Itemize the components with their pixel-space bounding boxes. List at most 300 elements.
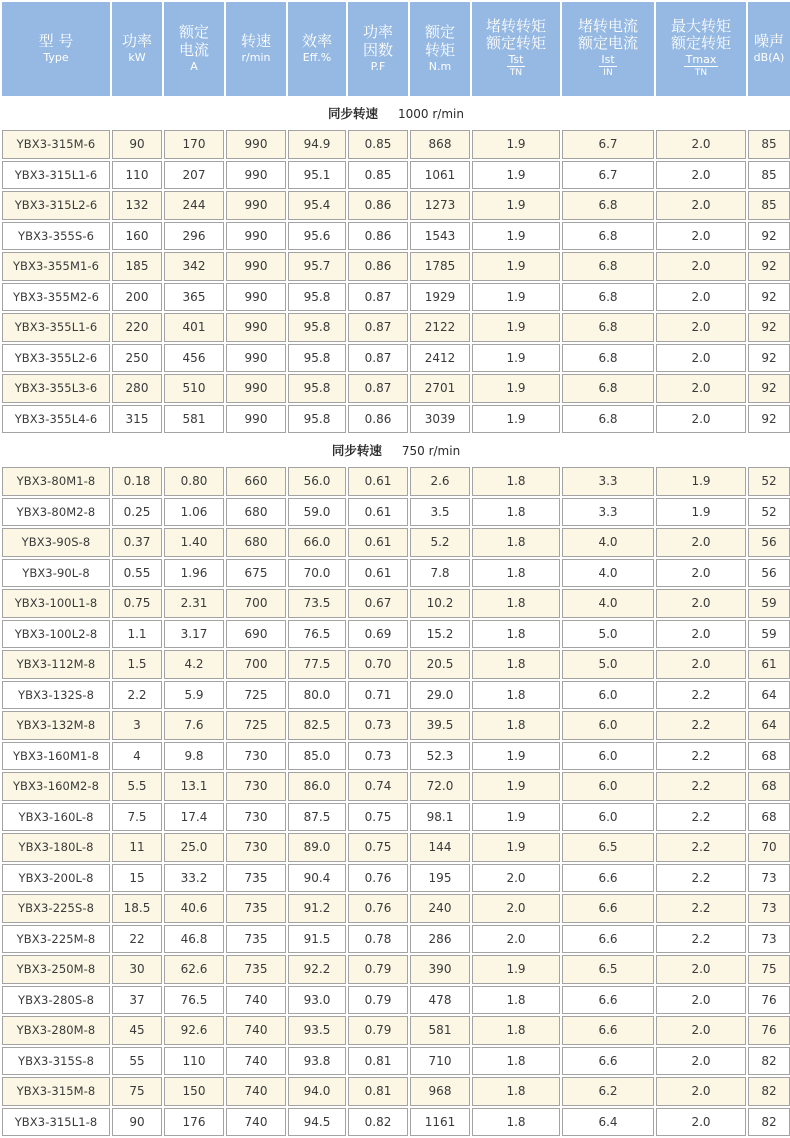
value-cell: 144 (410, 833, 470, 862)
value-cell: 581 (410, 1016, 470, 1045)
table-row (2, 986, 790, 1015)
header-rated-current-line2: 电流 (178, 40, 209, 59)
value-cell: 2.0 (656, 252, 746, 281)
value-cell: 110 (164, 1047, 224, 1076)
value-cell: 990 (226, 222, 286, 251)
value-cell: 0.81 (348, 1047, 408, 1076)
header-rated-torque-unit: N.m (428, 59, 452, 73)
value-cell: 6.6 (562, 864, 654, 893)
value-cell: 2.6 (410, 467, 470, 496)
value-cell: 6.7 (562, 130, 654, 159)
model-cell: YBX3-280M-8 (2, 1016, 110, 1045)
value-cell: 17.4 (164, 803, 224, 832)
value-cell: 6.7 (562, 161, 654, 190)
value-cell: 1.9 (472, 222, 560, 251)
value-cell: 56 (748, 528, 790, 557)
value-cell: 2.0 (656, 344, 746, 373)
header-power-factor-unit: P.F (370, 59, 386, 73)
value-cell: 92.6 (164, 1016, 224, 1045)
value-cell: 5.2 (410, 528, 470, 557)
value-cell: 990 (226, 374, 286, 403)
value-cell: 1.8 (472, 589, 560, 618)
model-cell: YBX3-90L-8 (2, 559, 110, 588)
value-cell: 73 (748, 894, 790, 923)
value-cell: 176 (164, 1108, 224, 1137)
value-cell: 76.5 (288, 620, 346, 649)
value-cell: 150 (164, 1077, 224, 1106)
value-cell: 1.9 (472, 191, 560, 220)
value-cell: 6.6 (562, 1047, 654, 1076)
value-cell: 2701 (410, 374, 470, 403)
value-cell: 6.8 (562, 283, 654, 312)
value-cell: 6.8 (562, 374, 654, 403)
model-cell: YBX3-100L1-8 (2, 589, 110, 618)
value-cell: 1.96 (164, 559, 224, 588)
value-cell: 1.9 (472, 742, 560, 771)
table-row (2, 742, 790, 771)
value-cell: 15 (112, 864, 162, 893)
value-cell: 1.9 (656, 467, 746, 496)
value-cell: 0.79 (348, 1016, 408, 1045)
value-cell: 91.2 (288, 894, 346, 923)
value-cell: 72.0 (410, 772, 470, 801)
value-cell: 1.9 (472, 803, 560, 832)
value-cell: 0.37 (112, 528, 162, 557)
value-cell: 1.8 (472, 1077, 560, 1106)
value-cell: 735 (226, 894, 286, 923)
value-cell: 92 (748, 252, 790, 281)
value-cell: 0.67 (348, 589, 408, 618)
value-cell: 2.0 (472, 894, 560, 923)
section-header (2, 98, 790, 128)
value-cell: 52 (748, 467, 790, 496)
value-cell: 0.82 (348, 1108, 408, 1137)
value-cell: 80.0 (288, 681, 346, 710)
value-cell: 6.8 (562, 405, 654, 434)
model-cell: YBX3-100L2-8 (2, 620, 110, 649)
value-cell: 2.0 (656, 1108, 746, 1137)
value-cell: 250 (112, 344, 162, 373)
value-cell: 3.17 (164, 620, 224, 649)
value-cell: 2.0 (656, 1016, 746, 1045)
value-cell: 59.0 (288, 498, 346, 527)
model-cell: YBX3-132M-8 (2, 711, 110, 740)
value-cell: 710 (410, 1047, 470, 1076)
fraction-denominator: TN (509, 68, 523, 79)
value-cell: 2.0 (656, 191, 746, 220)
header-power-unit: kW (128, 51, 146, 65)
header-noise (748, 2, 790, 96)
value-cell: 868 (410, 130, 470, 159)
value-cell: 110 (112, 161, 162, 190)
table-row (2, 711, 790, 740)
value-cell: 6.8 (562, 313, 654, 342)
value-cell: 990 (226, 130, 286, 159)
model-cell: YBX3-315M-8 (2, 1077, 110, 1106)
value-cell: 0.85 (348, 130, 408, 159)
value-cell: 6.8 (562, 222, 654, 251)
model-cell: YBX3-132S-8 (2, 681, 110, 710)
value-cell: 581 (164, 405, 224, 434)
value-cell: 95.8 (288, 283, 346, 312)
value-cell: 2.0 (656, 650, 746, 679)
value-cell: 30 (112, 955, 162, 984)
value-cell: 6.0 (562, 711, 654, 740)
value-cell: 95.8 (288, 405, 346, 434)
value-cell: 195 (410, 864, 470, 893)
value-cell: 401 (164, 313, 224, 342)
value-cell: 1.9 (472, 283, 560, 312)
header-power (112, 2, 162, 96)
value-cell: 64 (748, 711, 790, 740)
value-cell: 2.2 (656, 772, 746, 801)
value-cell: 0.87 (348, 313, 408, 342)
value-cell: 52.3 (410, 742, 470, 771)
fraction-numerator: Tmax (685, 53, 717, 67)
value-cell: 76 (748, 986, 790, 1015)
value-cell: 132 (112, 191, 162, 220)
value-cell: 92.2 (288, 955, 346, 984)
header-locked-torque-fraction (507, 53, 526, 80)
fraction-denominator: IN (603, 68, 613, 79)
value-cell: 0.18 (112, 467, 162, 496)
header-max-torque-line2: 额定转矩 (670, 34, 731, 52)
table-row (2, 374, 790, 403)
header-locked-torque-ratio (472, 2, 560, 96)
value-cell: 4.0 (562, 528, 654, 557)
fraction-numerator: Ist (601, 53, 615, 67)
header-max-torque-line1: 最大转矩 (670, 16, 731, 35)
table-body (2, 98, 790, 1136)
value-cell: 0.86 (348, 252, 408, 281)
value-cell: 0.86 (348, 405, 408, 434)
value-cell: 85 (748, 130, 790, 159)
value-cell: 95.4 (288, 191, 346, 220)
value-cell: 342 (164, 252, 224, 281)
value-cell: 3.3 (562, 467, 654, 496)
model-cell: YBX3-112M-8 (2, 650, 110, 679)
value-cell: 70 (748, 833, 790, 862)
value-cell: 0.80 (164, 467, 224, 496)
value-cell: 75 (748, 955, 790, 984)
value-cell: 6.6 (562, 986, 654, 1015)
value-cell: 2.2 (656, 864, 746, 893)
value-cell: 0.86 (348, 222, 408, 251)
model-cell: YBX3-80M2-8 (2, 498, 110, 527)
header-locked-torque-line1: 堵转转矩 (485, 16, 546, 35)
value-cell: 18.5 (112, 894, 162, 923)
value-cell: 296 (164, 222, 224, 251)
model-cell: YBX3-200L-8 (2, 864, 110, 893)
value-cell: 73 (748, 864, 790, 893)
value-cell: 244 (164, 191, 224, 220)
table-row (2, 559, 790, 588)
value-cell: 1.9 (472, 161, 560, 190)
value-cell: 0.75 (348, 833, 408, 862)
value-cell: 5.0 (562, 650, 654, 679)
value-cell: 1.8 (472, 1047, 560, 1076)
value-cell: 2.0 (656, 528, 746, 557)
header-rated-torque-line1: 额定 (424, 23, 455, 42)
header-speed (226, 2, 286, 96)
section-speed: 1000 r/min (398, 107, 464, 121)
section-speed: 750 r/min (401, 444, 461, 458)
value-cell: 70.0 (288, 559, 346, 588)
value-cell: 1061 (410, 161, 470, 190)
section-header (2, 435, 790, 465)
value-cell: 2.2 (656, 803, 746, 832)
value-cell: 0.81 (348, 1077, 408, 1106)
value-cell: 2.0 (656, 589, 746, 618)
value-cell: 76 (748, 1016, 790, 1045)
value-cell: 2.0 (656, 955, 746, 984)
value-cell: 0.85 (348, 161, 408, 190)
value-cell: 2.0 (656, 620, 746, 649)
table-row (2, 191, 790, 220)
value-cell: 0.25 (112, 498, 162, 527)
table-row (2, 252, 790, 281)
value-cell: 185 (112, 252, 162, 281)
value-cell: 3039 (410, 405, 470, 434)
value-cell: 740 (226, 1016, 286, 1045)
value-cell: 0.70 (348, 650, 408, 679)
model-cell: YBX3-355M1-6 (2, 252, 110, 281)
value-cell: 2.0 (656, 222, 746, 251)
value-cell: 0.74 (348, 772, 408, 801)
value-cell: 0.69 (348, 620, 408, 649)
fraction-numerator: Tst (508, 53, 524, 67)
value-cell: 1.5 (112, 650, 162, 679)
header-rated-current-line1: 额定 (178, 23, 209, 42)
value-cell: 62.6 (164, 955, 224, 984)
value-cell: 6.0 (562, 803, 654, 832)
value-cell: 92 (748, 222, 790, 251)
header-max-torque-ratio (656, 2, 746, 96)
value-cell: 6.8 (562, 191, 654, 220)
header-max-torque-fraction (684, 53, 719, 80)
value-cell: 2.2 (656, 833, 746, 862)
value-cell: 68 (748, 772, 790, 801)
value-cell: 1929 (410, 283, 470, 312)
value-cell: 66.0 (288, 528, 346, 557)
value-cell: 690 (226, 620, 286, 649)
header-noise-unit: dB(A) (753, 51, 785, 65)
value-cell: 1.1 (112, 620, 162, 649)
value-cell: 675 (226, 559, 286, 588)
value-cell: 92 (748, 313, 790, 342)
table-row (2, 467, 790, 496)
value-cell: 92 (748, 283, 790, 312)
table-row (2, 864, 790, 893)
value-cell: 220 (112, 313, 162, 342)
table-row (2, 1016, 790, 1045)
value-cell: 2.0 (656, 559, 746, 588)
value-cell: 2.0 (656, 1047, 746, 1076)
value-cell: 510 (164, 374, 224, 403)
value-cell: 82.5 (288, 711, 346, 740)
value-cell: 0.75 (348, 803, 408, 832)
value-cell: 4.2 (164, 650, 224, 679)
value-cell: 990 (226, 344, 286, 373)
value-cell: 1273 (410, 191, 470, 220)
value-cell: 92 (748, 405, 790, 434)
value-cell: 6.6 (562, 925, 654, 954)
value-cell: 6.2 (562, 1077, 654, 1106)
value-cell: 5.5 (112, 772, 162, 801)
value-cell: 200 (112, 283, 162, 312)
model-cell: YBX3-315S-8 (2, 1047, 110, 1076)
header-type (2, 2, 110, 96)
header-efficiency-unit: Eff.% (302, 51, 332, 65)
value-cell: 160 (112, 222, 162, 251)
table-row (2, 528, 790, 557)
value-cell: 725 (226, 711, 286, 740)
value-cell: 2.2 (656, 711, 746, 740)
value-cell: 22 (112, 925, 162, 954)
value-cell: 1.06 (164, 498, 224, 527)
model-cell: YBX3-315L1-6 (2, 161, 110, 190)
value-cell: 4.0 (562, 559, 654, 588)
value-cell: 730 (226, 833, 286, 862)
value-cell: 45 (112, 1016, 162, 1045)
header-speed-label: 转速 (240, 32, 271, 51)
value-cell: 0.73 (348, 742, 408, 771)
value-cell: 1.9 (472, 405, 560, 434)
value-cell: 25.0 (164, 833, 224, 862)
value-cell: 93.8 (288, 1047, 346, 1076)
value-cell: 56 (748, 559, 790, 588)
section-label: 同步转速 (328, 106, 379, 121)
value-cell: 40.6 (164, 894, 224, 923)
value-cell: 59 (748, 589, 790, 618)
value-cell: 990 (226, 405, 286, 434)
value-cell: 6.6 (562, 894, 654, 923)
table-row (2, 498, 790, 527)
table-row (2, 1047, 790, 1076)
value-cell: 0.76 (348, 894, 408, 923)
value-cell: 207 (164, 161, 224, 190)
value-cell: 740 (226, 1047, 286, 1076)
value-cell: 95.6 (288, 222, 346, 251)
header-speed-unit: r/min (241, 51, 271, 65)
value-cell: 46.8 (164, 925, 224, 954)
value-cell: 990 (226, 313, 286, 342)
value-cell: 94.5 (288, 1108, 346, 1137)
value-cell: 0.61 (348, 528, 408, 557)
value-cell: 735 (226, 925, 286, 954)
value-cell: 1.9 (472, 772, 560, 801)
value-cell: 52 (748, 498, 790, 527)
value-cell: 1.8 (472, 986, 560, 1015)
model-cell: YBX3-180L-8 (2, 833, 110, 862)
value-cell: 286 (410, 925, 470, 954)
section-header-row (2, 98, 790, 128)
header-power-factor (348, 2, 408, 96)
value-cell: 0.55 (112, 559, 162, 588)
value-cell: 0.76 (348, 864, 408, 893)
value-cell: 735 (226, 955, 286, 984)
value-cell: 730 (226, 803, 286, 832)
value-cell: 0.79 (348, 955, 408, 984)
model-cell: YBX3-250M-8 (2, 955, 110, 984)
value-cell: 86.0 (288, 772, 346, 801)
value-cell: 95.8 (288, 374, 346, 403)
value-cell: 7.6 (164, 711, 224, 740)
value-cell: 1.9 (656, 498, 746, 527)
header-power-factor-line1: 功率 (362, 23, 393, 42)
value-cell: 0.79 (348, 986, 408, 1015)
header-power-factor-line2: 因数 (362, 40, 393, 59)
value-cell: 1.9 (472, 955, 560, 984)
table-row (2, 1077, 790, 1106)
value-cell: 55 (112, 1047, 162, 1076)
model-cell: YBX3-355L4-6 (2, 405, 110, 434)
value-cell: 700 (226, 650, 286, 679)
table-row (2, 894, 790, 923)
value-cell: 170 (164, 130, 224, 159)
value-cell: 2.0 (472, 925, 560, 954)
value-cell: 37 (112, 986, 162, 1015)
value-cell: 2.31 (164, 589, 224, 618)
value-cell: 95.8 (288, 344, 346, 373)
value-cell: 2.0 (656, 986, 746, 1015)
value-cell: 6.6 (562, 1016, 654, 1045)
header-row (2, 2, 790, 96)
value-cell: 98.1 (410, 803, 470, 832)
table-row (2, 222, 790, 251)
value-cell: 680 (226, 498, 286, 527)
value-cell: 478 (410, 986, 470, 1015)
table-row (2, 405, 790, 434)
table-row (2, 344, 790, 373)
value-cell: 390 (410, 955, 470, 984)
section-header-row (2, 435, 790, 465)
value-cell: 1.9 (472, 374, 560, 403)
value-cell: 39.5 (410, 711, 470, 740)
table-row (2, 833, 790, 862)
value-cell: 6.0 (562, 681, 654, 710)
value-cell: 740 (226, 1077, 286, 1106)
value-cell: 82 (748, 1108, 790, 1137)
value-cell: 33.2 (164, 864, 224, 893)
value-cell: 73.5 (288, 589, 346, 618)
value-cell: 6.8 (562, 344, 654, 373)
value-cell: 0.61 (348, 559, 408, 588)
value-cell: 735 (226, 864, 286, 893)
value-cell: 1.9 (472, 130, 560, 159)
value-cell: 93.0 (288, 986, 346, 1015)
value-cell: 0.87 (348, 374, 408, 403)
value-cell: 0.61 (348, 467, 408, 496)
model-cell: YBX3-280S-8 (2, 986, 110, 1015)
value-cell: 3.3 (562, 498, 654, 527)
value-cell: 95.1 (288, 161, 346, 190)
value-cell: 0.73 (348, 711, 408, 740)
header-locked-current-fraction (599, 53, 616, 80)
value-cell: 740 (226, 986, 286, 1015)
header-rated-current (164, 2, 224, 96)
table-row (2, 925, 790, 954)
value-cell: 5.9 (164, 681, 224, 710)
value-cell: 6.0 (562, 742, 654, 771)
fraction-denominator: TN (694, 68, 708, 79)
value-cell: 240 (410, 894, 470, 923)
model-cell: YBX3-355M2-6 (2, 283, 110, 312)
header-noise-label: 噪声 (753, 32, 784, 51)
value-cell: 2412 (410, 344, 470, 373)
value-cell: 1.8 (472, 528, 560, 557)
table-row (2, 803, 790, 832)
